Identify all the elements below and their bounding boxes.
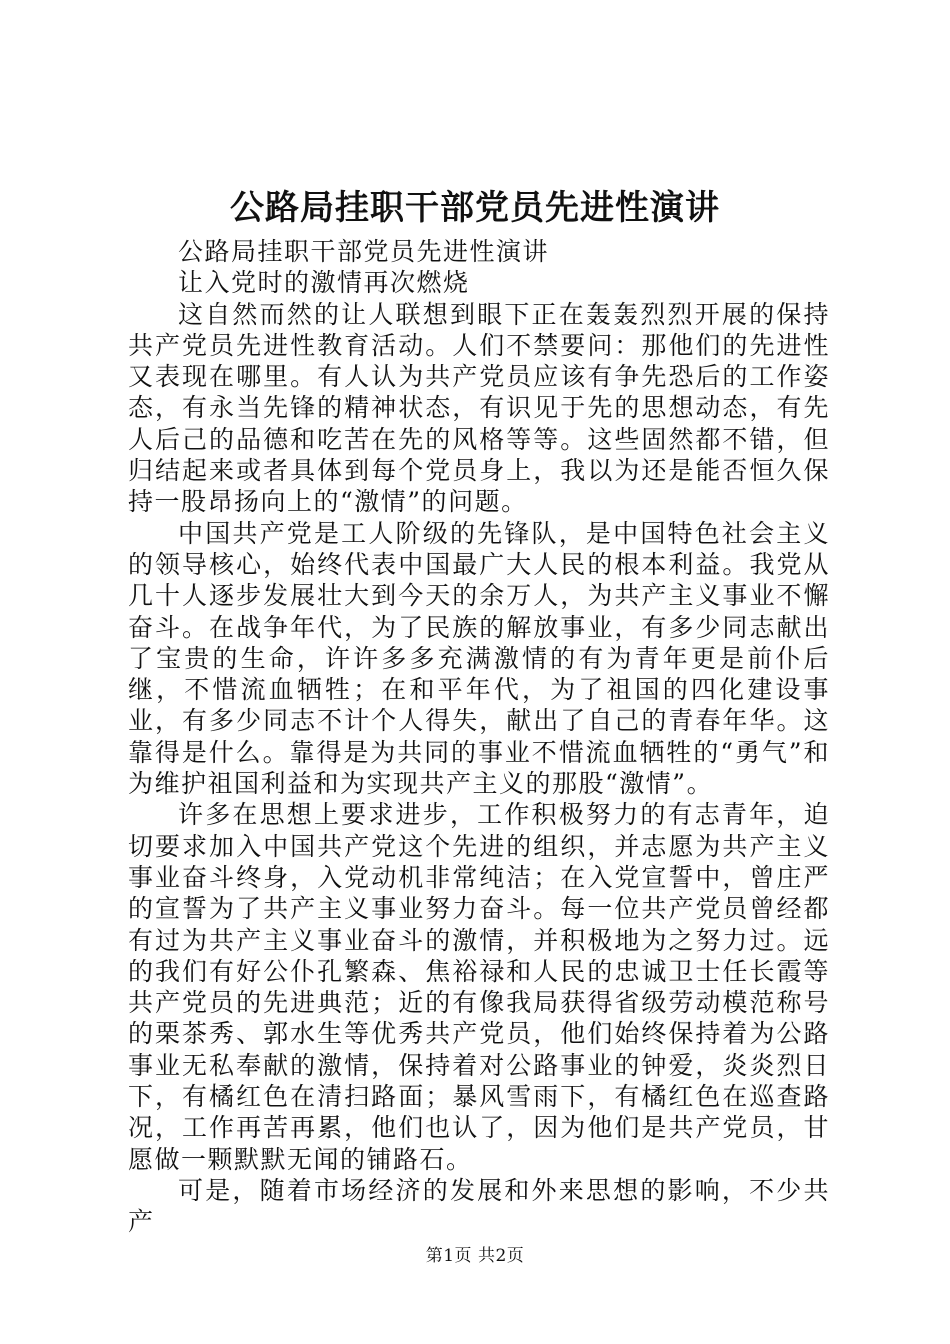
paragraph-slogan: 让入党时的激情再次燃烧 xyxy=(178,268,470,298)
paragraph-1: 这自然而然的让人联想到眼下正在轰轰烈烈开展的保持共产党员先进性教育活动。人们不禁要问：那他们的先进性又表现在哪里。有人认为共产党员应该有争先恐后的工作姿态，有永当先锋的精神状态，有识见于先的思想动态，有先人后己的品德和吃苦在先的风格等等。这些固然都不错，但归结起来或者具体到每个党员身上，我以为还是能否恒久保持一股昂扬向上的“激情”的问题。 xyxy=(128,299,830,517)
paragraph-3: 许多在思想上要求进步，工作积极努力的有志青年，迫切要求加入中国共产党这个先进的组织，并志愿为共产主义事业奋斗终身，入党动机非常纯洁；在入党宣誓中，曾庄严的宣誓为了共产主义事业努力奋斗。每一位共产党员曾经都有过为共产主义事业奋斗的激情，并积极地为之努力过。远的我们有好公仆孔繁森、焦裕禄和人民的忠诚卫士任长霞等共产党员的先进典范；近的有像我局获得省级劳动模范称号的栗茶秀、郭水生等优秀共产党员，他们始终保持着为公路事业无私奉献的激情，保持着对公路事业的钟爱，炎炎烈日下，有橘红色在清扫路面；暴风雪雨下，有橘红色在巡查路况，工作再苦再累，他们也认了，因为他们是共产党员，甘愿做一颗默默无闻的铺路石。 xyxy=(128,800,830,1174)
paragraph-4: 可是，随着市场经济的发展和外来思想的影响，不少共产 xyxy=(128,1175,830,1237)
paragraph-subtitle: 公路局挂职干部党员先进性演讲 xyxy=(178,237,550,266)
document-title: 公路局挂职干部党员先进性演讲 xyxy=(230,188,720,228)
paragraph-2: 中国共产党是工人阶级的先锋队，是中国特色社会主义的领导核心，始终代表中国最广大人民的根本利益。我党从几十人逐步发展壮大到今天的余万人，为共产主义事业不懈奋斗。在战争年代，为了民族的解放事业，有多少同志献出了宝贵的生命，许许多多充满激情的有为青年更是前仆后继，不惜流血牺牲；在和平年代，为了祖国的四化建设事业，有多少同志不计个人得失，献出了自己的青春年华。这靠得是什么。靠得是为共同的事业不惜流血牺牲的“勇气”和为维护祖国利益和为实现共产主义的那股“激情”。 xyxy=(128,518,830,799)
page-number: 第1页 共2页 xyxy=(425,1246,525,1266)
document-body xyxy=(128,236,830,1238)
